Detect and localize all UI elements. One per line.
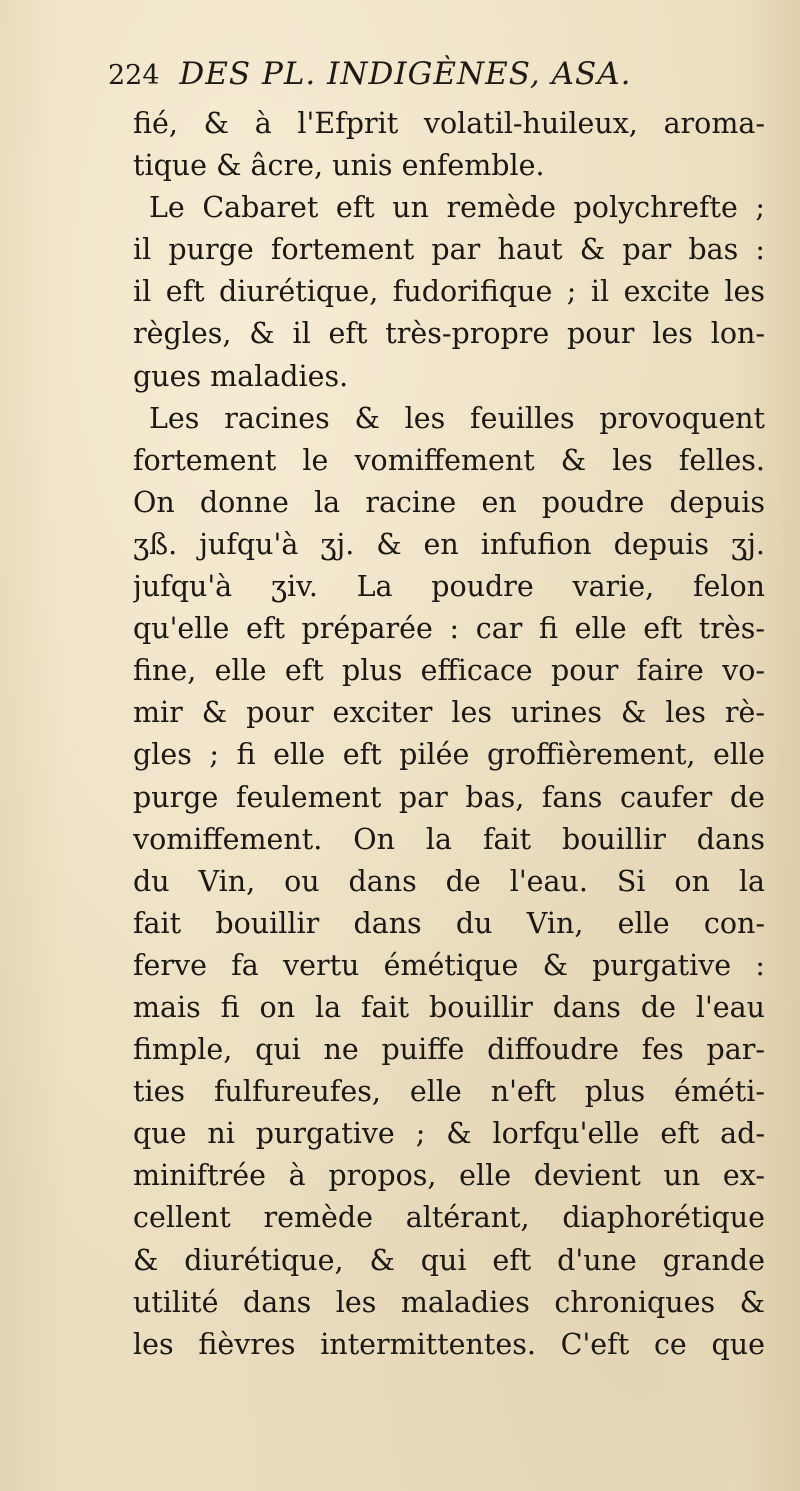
page-number: 224 [108,60,160,91]
text-line: fortement le vomiffement & les felles. [133,443,765,477]
text-line: fait bouillir dans du Vin, elle con- [133,906,765,940]
text-line: tique & âcre, unis enfemble. [133,149,545,183]
text-line: il eft diurétique, fudorifique ; il excite les [133,275,765,309]
page-header [108,56,758,108]
text-line: ties fulfureufes, elle n'eft plus éméti- [133,1075,765,1109]
text-line: fimple, qui ne puiffe diffoudre fes par- [133,1033,765,1067]
text-line: les fièvres intermittentes. C'eft ce que [133,1327,765,1361]
text-line: cellent remède altérant, diaphorétique [133,1201,765,1235]
text-line: miniftrée à propos, elle devient un ex- [133,1159,765,1193]
text-line: & diurétique, & qui eft d'une grande [133,1243,765,1277]
text-line: il purge fortement par haut & par bas : [133,233,765,267]
text-line: gles ; fi elle eft pilée groffièrement, elle [133,738,765,772]
text-line: mir & pour exciter les urines & les rè- [133,696,765,730]
text-line: règles, & il eft très-propre pour les lon- [133,317,765,351]
text-line: utilité dans les maladies chroniques & [133,1285,765,1319]
paragraph-start-line: Les racines & les feuilles provoquent [149,401,765,435]
text-line: purge feulement par bas, fans caufer de [133,780,765,814]
text-line: gues maladies. [133,359,349,393]
body-text [133,103,765,1366]
text-line: du Vin, ou dans de l'eau. Si on la [133,864,765,898]
text-line: jufqu'à ʒiv. La poudre varie, felon [133,570,765,604]
text-line: ʒß. jufqu'à ʒj. & en infufion depuis ʒj. [133,527,765,561]
text-line: vomiffement. On la fait bouillir dans [133,822,765,856]
text-line: On donne la racine en poudre depuis [133,485,765,519]
running-title: DES PL. INDIGÈNES, ASA. [179,56,632,92]
text-line: qu'elle eft préparée : car fi elle eft très- [133,612,765,646]
text-line: que ni purgative ; & lorfqu'elle eft ad- [133,1117,765,1151]
text-line: mais fi on la fait bouillir dans de l'eau [133,990,765,1024]
text-line: fié, & à l'Efprit volatil-huileux, aroma- [133,107,765,140]
paragraph-start-line: Le Cabaret eft un remède polychrefte ; [149,191,765,225]
text-line: ferve fa vertu émétique & purgative : [133,948,765,982]
text-line: fine, elle eft plus efficace pour faire vo- [133,654,765,688]
